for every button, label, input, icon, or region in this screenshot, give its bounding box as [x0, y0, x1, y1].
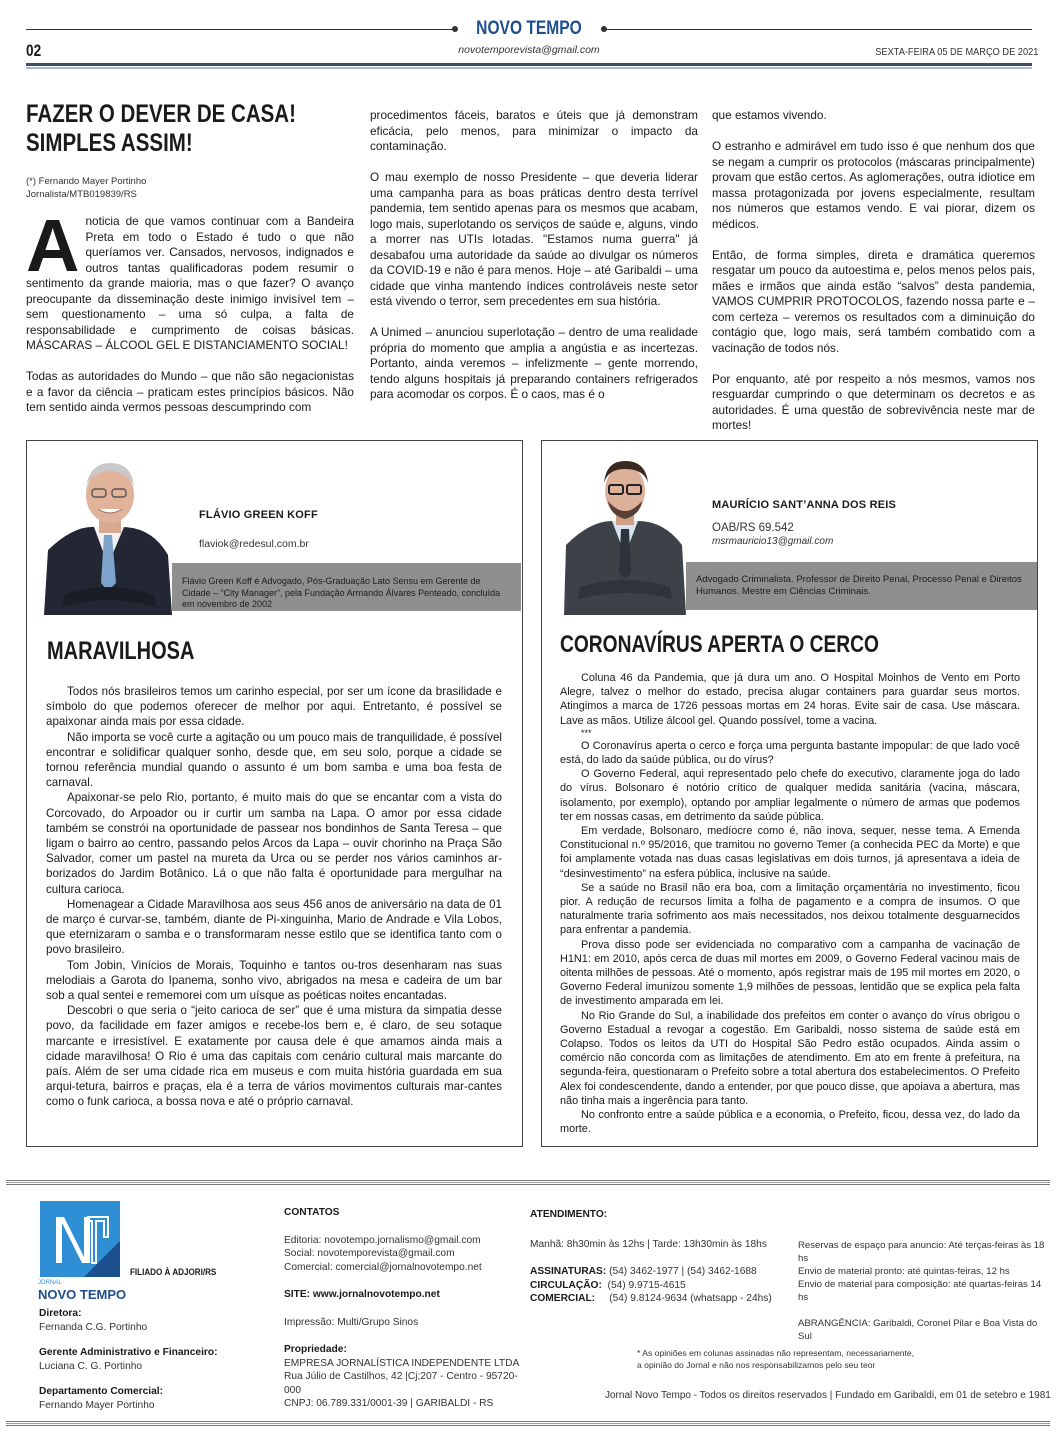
newspaper-title: NOVO TEMPO: [476, 18, 582, 39]
masthead-email[interactable]: novotemporevista@gmail.com: [458, 44, 600, 56]
disclaimer: * As opiniões em colunas assinadas não representam, necessariamente, a opinião do Jornal e não nos responsabilizamos pelo seu teor: [637, 1348, 915, 1370]
header-rule: [26, 63, 1032, 69]
author-portrait-icon: [44, 455, 172, 615]
contact-social[interactable]: Social: novotemporevista@gmail.com: [284, 1248, 455, 1259]
contacts-title: CONTATOS: [284, 1207, 340, 1218]
issue-date: SEXTA-FEIRA 05 DE MARÇO DE 2021: [874, 46, 1038, 58]
author-email[interactable]: flaviok@redesul.com.br: [199, 538, 309, 550]
propriedade-address: Rua Júlio de Castilhos, 42 |Cj;207 - Centro - 95720-000: [284, 1371, 518, 1396]
headline-line-1: FAZER O DEVER DE CASA!: [26, 100, 296, 128]
editorial-column-3: [712, 108, 1035, 434]
column-box-maravilhosa: [26, 440, 523, 1147]
staff-list: [39, 1307, 218, 1412]
atendimento-hours: Manhã: 8h30min às 12hs | Tarde: 13h30min às 18hs: [530, 1238, 767, 1250]
author-email[interactable]: msrmauricio13@gmail.com: [712, 536, 834, 547]
column-body: [46, 684, 502, 1110]
newspaper-logo: [40, 1201, 120, 1277]
column-paragraph: Coluna 46 da Pandemia, que já dura um ano. O Hospital Moinhos de Vento em Porto Alegre, talvez o melhor do estado, precisa alugar containers para guardar seus mortos. Atingimos a marca de 1726 pessoas mortas em 24 horas. Evite sair de casa. Use máscara. Lave as mãos. Utilize álcool gel. Quando possível, tome a vacina.: [560, 672, 1020, 727]
site-link[interactable]: SITE: www.jornalnovotempo.net: [284, 1289, 440, 1300]
editorial-paragraph: A noticia de que vamos continuar com a Bandeira Preta em todo o Estado é tudo o que não queríamos ver. Cansados, nervosos, indignados e outros tantas qualificadoras podem resumir o sentimento da grande maioria, mas o que fazer? O avanço preocupante da disseminação deste inimigo invisível tem – sem questionamento – uma só culpa, a falta de responsabilidade e cumprimento de coisas básicas. MÁSCARAS – ÁLCOOL GEL E DISTANCIAMENTO SOCIAL!: [26, 204, 354, 352]
staff-entry: Gerente Administrativo e Financeiro: Luciana C. G. Portinho: [39, 1347, 218, 1372]
column-paragraph: ***: [581, 727, 592, 738]
filiado-label: FILIADO À ADJORI/RS: [130, 1267, 217, 1278]
contacts-section: [284, 1206, 524, 1411]
column-paragraph: No confronto entre a saúde pública e a economia, o Prefeito, ficou, dessa vez, do lado da morte.: [560, 1109, 1020, 1136]
column-paragraph: Prova disso pode ser evidenciada no comparativo com a campanha de vacinação de H1N1: em 2010, após cerca de duas mil mortes em 2009, o Governo Federal vacinou mais de oitenta milhões de pessoas. Até o momento, após registrar mais de 195 mil mortes em 2020, o Governo Federal imunizou somente 1,9 milhões de pessoas, lentidão que se explica pela falta de investimento amparada em lei.: [560, 938, 1020, 1008]
author-photo-flavio: [44, 455, 172, 615]
deadlines-section: [798, 1239, 1048, 1343]
author-portrait-icon: [564, 455, 686, 615]
column-paragraph: Tom Jobin, Vinícios de Morais, Toquinho e tantos ou-tros desenharam nas suas melodiais a Garota do Ipanema, sonho vivo, abrigados na mesa e cadeira de um bar sob a qual sentei e rememorei com um uísque as poéticas noites encantadas.: [46, 958, 502, 1003]
phone-row: ASSINATURAS: (54) 3462-1977 | (54) 3462-1688: [530, 1266, 757, 1277]
author-name: FLÁVIO GREEN KOFF: [199, 509, 318, 521]
editorial-paragraph: A Unimed – anunciou superlotação – dentro de uma realidade própria do momento que amplia a angústia e as incertezas. Portanto, ainda veremos – infelizmente – gente morrendo, tendo alguns hospitais já preparando containers refrigerados para acomodar os corpos. É o caos, mas é o: [370, 325, 698, 401]
copyright: Jornal Novo Tempo - Todos os direitos reservados | Fundado em Garibaldi, em 01 de setebro e 1981: [605, 1390, 1051, 1401]
editorial-paragraph: procedimentos fáceis, baratos e úteis que já demonstram eficácia, pelo menos, para minimizar o impacto da contaminação.: [370, 108, 698, 153]
contact-editoria[interactable]: Editoria: novotempo.jornalismo@gmail.com: [284, 1234, 481, 1246]
phone-row: CIRCULAÇÃO: (54) 9.9715-4615: [530, 1279, 686, 1291]
phone-row: COMERCIAL: (54) 9.8124-9634 (whatsapp - 24hs): [530, 1293, 772, 1304]
column-title: MARAVILHOSA: [47, 637, 195, 665]
column-paragraph: Homenagear a Cidade Maravilhosa aos seus 456 anos de aniversário na data de 01 de março é curvar-se, também, diante de Pi-xinguinha, Mario de Andrade e Vila Lobos, que eternizaram o samba e o transformaram nesse estilo que se identifica tanto com o povo brasileiro.: [46, 897, 502, 957]
column-body: [560, 671, 1020, 1137]
column-paragraph: Não importa se você curte a agitação ou um pouco mais de tranquilidade, é possível encontrar e solidificar qualquer sonho, desde que, em seu solo, porque a cidade se tornou referência mundial quando o assunto é um bom samba e uma boa festa de carnaval.: [46, 730, 502, 790]
column-box-coronavirus: [541, 440, 1038, 1147]
author-bio: Flávio Green Koff é Advogado, Pós-Graduação Lato Sensu em Gerente de Cidade – “City Manager”, pela Fundação Armando Álvares Penteado, concluída em novembro de 2002: [172, 563, 521, 611]
footer-rule-bottom: [6, 1421, 1050, 1426]
editorial-byline: [26, 175, 146, 201]
editorial-column-2: [370, 108, 698, 403]
impressao: Impressão: Multi/Grupo Sinos: [284, 1316, 419, 1328]
atendimento-title: ATENDIMENTO:: [530, 1209, 608, 1220]
drop-cap: A: [26, 204, 80, 287]
editorial-paragraph: O estranho e admirável em tudo isso é que nenhum dos que se negam a cumprir os protocolos (máscaras principalmente) provam que estão certos. As aglomerações, outra idiotice em massa protagonizada por jovens especialmente, resultam nos números que estamos vendo. E vai piorar, dizem os médicos.: [712, 139, 1035, 231]
author-oab: OAB/RS 69.542: [712, 522, 794, 534]
byline-credential: Jornalista/MTB019839/RS: [26, 189, 137, 200]
column-paragraph: O Coronavírus aperta o cerco e força uma pergunta bastante impopular: de que lado você está, do lado da saúde pública, ou do vírus?: [560, 739, 1020, 767]
propriedade-cnpj: CNPJ: 06.789.331/0001-39 | GARIBALDI - RS: [284, 1398, 494, 1409]
abrangencia: ABRANGÊNCIA: Garibaldi, Coronel Pilar e Boa Vista do Sul: [798, 1318, 1038, 1342]
column-title: CORONAVÍRUS APERTA O CERCO: [560, 631, 879, 658]
staff-entry: Diretora: Fernanda C.G. Portinho: [39, 1308, 148, 1333]
editorial-paragraph: Por enquanto, até por respeito a nós mesmos, vamos nos resguardar cumprindo o que determinam os decretos e as autoridades. É uma questão de sobrevivência neste mar de mortes!: [712, 371, 1035, 432]
nt-logo-icon: [40, 1201, 120, 1277]
logo-small-label: JORNAL: [38, 1280, 62, 1286]
page-number: 02: [26, 41, 42, 60]
editorial-paragraph: Então, de forma simples, direta e dramática queremos resgatar um pouco da autoestima e, pelos menos pelos pais, mães e irmãos que ainda estão “salvos” desta pandemia, VAMOS CUMPRIR PROTOCOLOS, fazendo nossa parte e – com certeza – veremos os resultados com a diminuição do contágio que, logo mais, será também combatido com a vacinação de todos nós.: [712, 247, 1035, 355]
editorial-paragraph: que estamos vivendo.: [712, 108, 827, 122]
author-photo-mauricio: [564, 455, 686, 615]
propriedade-label: Propriedade:: [284, 1344, 347, 1355]
column-paragraph: No Rio Grande do Sul, a inabilidade dos prefeitos em conter o avanço do vírus obrigou o Governo Estadual a revogar a cogestão. Em Garibaldi, nosso sistema de saúde está em Colapso. Todos os leitos da UTI do Hospital São Pedro estão ocupados. Ainda assim o comércio não concorda com as limitações de atendimento. Em ato em frente à prefeitura, na segunda-feira, questionaram o Prefeito sobre a total abertura dos estabelecimentos. O Prefeito Alex foi condescendente, dando a entender, por que pouco disse, que apoiava a abertura, mas não tinha mais a ingerência para tanto.: [560, 1009, 1020, 1107]
propriedade-company: EMPRESA JORNALÍSTICA INDEPENDENTE LTDA: [284, 1357, 520, 1369]
headline-line-2: SIMPLES ASSIM!: [26, 129, 193, 157]
column-paragraph: Descobri o que seria o “jeito carioca de ser” que é uma mistura da simpatia desse povo, da facilidade em fazer amigos e recebe-los bem e, é claro, de seu sotaque marcante e irresistível. E exatamente por causa dele é que amamos ainda mais a cidade maravilhosa! O Rio é uma das capitais com cenário cultural mais marcante do país. Além de ser uma cidade rica em museus e com muita história guardada em sua arqui-tetura, bairros e praças, ela é a terra de vários movimentos culturais mar-cantes como o funk carioca, a bossa nova e até o próprio carnaval.: [46, 1004, 502, 1109]
contact-comercial[interactable]: Comercial: comercial@jornalnovotempo.net: [284, 1261, 482, 1273]
author-name: MAURÍCIO SANT’ANNA DOS REIS: [712, 499, 897, 511]
deadline-item: Reservas de espaço para anuncio: Até terças-feiras às 18 hs: [798, 1240, 1045, 1264]
editorial-paragraph: Todas as autoridades do Mundo – que não são negacionistas e a favor da ciência – praticam estes princípios básicos. Não tem sentido ainda vermos pessoas descumprindo com: [26, 369, 354, 414]
deadline-item: Envio de material para composição: até quartas-feiras 14 hs: [798, 1279, 1042, 1303]
author-bio: Advogado Criminalista. Professor de Direito Penal, Processo Penal e Direitos Humanos. Mestre em Ciências Criminais.: [686, 562, 1037, 610]
atendimento-section: [530, 1208, 790, 1306]
editorial-headline: [26, 100, 296, 158]
staff-entry: Departamento Comercial: Fernando Mayer Portinho: [39, 1386, 163, 1411]
column-paragraph: Se a saúde no Brasil não era boa, com a limitação orçamentária no investimento, ficou pior. A redução de recursos limita a folha de pagamento e a compra de insumos. O que naturalmente traria sofrimento aos mais necessitados, nos deixou totalmente desguarnecidos para enfrentar a pandemia.: [560, 881, 1020, 937]
column-paragraph: Apaixonar-se pelo Rio, portanto, é muito mais do que se encantar com a vista do Corcovado, do Arpoador ou ir curtir um samba na Lapa. O amor por essa cidade também se constrói na oportunidade de passear nos bondinhos de Santa Teresa – que ligam o bairro ao centro, passando pelos Arcos da Lapa – ouvir chorinho na Praça São Salvador, comer um pastel na mureta da Urca ou se perder nos vários caminhos ar-borizados do Jardim Botânico. Lá o que não falta é oportunidade para mergulhar na cultura carioca.: [46, 791, 502, 896]
footer-rule-top: [6, 1180, 1050, 1185]
column-paragraph: Todos nós brasileiros temos um carinho especial, por ser um ícone da brasilidade e símbolo do que podemos oferecer de melhor por aqui. Entretanto, é possível se apaixonar ainda mais por essa cidade.: [46, 685, 502, 729]
logo-wordmark: NOVO TEMPO: [38, 1287, 127, 1302]
column-paragraph: O Governo Federal, aqui representado pelo chefe do executivo, claramente joga do lado do vírus. Bolsonaro é notório crítico de qualquer medida sanitária (vacina, máscara, isolamento, por exemplo), optando por ampliar legalmente o número de armas que podemos ter em nossas casas, em detrimento da saúde pública.: [560, 768, 1020, 823]
byline-author: (*) Fernando Mayer Portinho: [26, 176, 147, 187]
column-paragraph: Em verdade, Bolsonaro, medíocre como é, não inova, sequer, nesse tema. A Emenda Constitucional n.º 95/2016, que tramitou no governo Temer (a conhecida PEC da Morte) e que foi amplamente votada nas duas casas legislativas em dois turnos, já apresentava a ideia de “desinvestimento” na esfera pública, inclusive na saúde.: [560, 825, 1020, 880]
editorial-column-1: [26, 204, 354, 416]
deadline-item: Envio de material pronto: até quintas-feiras, 12 hs: [798, 1266, 1010, 1277]
editorial-paragraph: O mau exemplo de nosso Presidente – que deveria liderar uma campanha para as boas práticas dentro desta terrível pandemia, tem sentido apenas para os mesmos que acabam, logo mais, superlotando os serviços de saúde e, alguns, vindo a morrer nas UTIs lotadas. "Estamos numa guerra" já desabafou uma autoridade da saúde ao divulgar os números da COVID-19 e não é para menos. Hoje – até Garibaldi – uma cidade que vinha mantendo índices controláveis neste setor está vivendo o terror, sem precedentes em sua história.: [370, 170, 698, 308]
